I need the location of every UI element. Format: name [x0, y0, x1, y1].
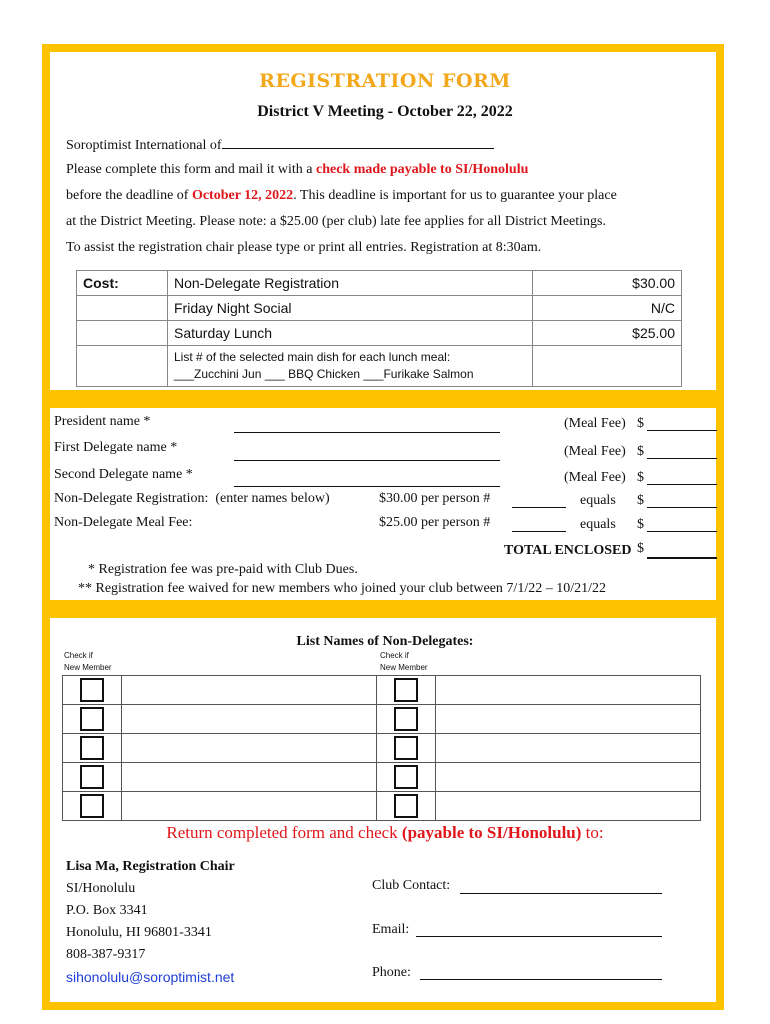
club-contact-input[interactable]: [460, 893, 662, 894]
divider-band: [50, 390, 716, 408]
form-title: REGISTRATION FORM: [259, 70, 511, 92]
club-email-label: Email:: [372, 922, 410, 937]
return-text: Return completed form and check: [166, 823, 402, 842]
payable-highlight: check made payable to SI/Honolulu: [316, 162, 529, 177]
intro-line-5: To assist the registration chair please type or print all entries. Registration at 8:30am.: [66, 240, 542, 255]
cost-price: N/C: [533, 296, 682, 321]
check-label-line: Check if: [380, 651, 409, 660]
equals-label: equals: [580, 493, 616, 508]
non-delegate-name-input[interactable]: [436, 734, 701, 763]
return-highlight: (payable to SI/Honolulu): [401, 823, 582, 842]
president-input[interactable]: [234, 432, 500, 433]
non-delegate-name-input[interactable]: [122, 676, 377, 705]
reg-count-input[interactable]: [512, 507, 566, 508]
checkbox-cell: [63, 763, 122, 792]
checkbox-cell: [377, 676, 436, 705]
check-label-right: [380, 651, 428, 672]
club-label: Soroptimist International of: [66, 138, 222, 153]
new-member-checkbox[interactable]: [394, 765, 418, 789]
non-delegate-name-input[interactable]: [436, 792, 701, 821]
divider-band: [50, 600, 716, 618]
cost-price: $25.00: [533, 321, 682, 346]
non-delegate-meal-label: Non-Delegate Meal Fee:: [54, 515, 193, 530]
label-text: Non-Delegate Registration:: [54, 491, 209, 506]
cost-item: Saturday Lunch: [168, 321, 533, 346]
meal-amount-input[interactable]: [647, 531, 717, 532]
first-delegate-label: First Delegate name *: [54, 440, 178, 455]
meal-fee-label: (Meal Fee): [564, 444, 626, 459]
club-contact-label: Club Contact:: [372, 878, 451, 893]
enter-names-note: (enter names below): [215, 491, 330, 506]
intro-text: Please complete this form and mail it with a: [66, 162, 316, 177]
contact-email-link[interactable]: sihonolulu@soroptimist.net: [66, 969, 235, 985]
lunch-note: [168, 346, 533, 387]
cost-item: Non-Delegate Registration: [168, 271, 533, 296]
deadline-highlight: October 12, 2022: [191, 188, 294, 203]
chair-name: Lisa Ma, Registration Chair: [66, 859, 235, 874]
meal-count-input[interactable]: [512, 531, 566, 532]
dollar-sign: $: [637, 541, 644, 556]
table-row: [63, 763, 701, 792]
non-delegates-heading: List Names of Non-Delegates:: [296, 634, 474, 649]
cost-table: [76, 270, 682, 387]
non-delegate-name-input[interactable]: [436, 705, 701, 734]
check-label-line: New Member: [380, 663, 428, 672]
intro-text: . This deadline is important for us to guarantee your place: [293, 188, 617, 203]
total-label: TOTAL ENCLOSED: [504, 543, 632, 558]
dollar-sign: $: [637, 493, 644, 508]
cost-price: $30.00: [533, 271, 682, 296]
checkbox-cell: [377, 792, 436, 821]
new-member-checkbox[interactable]: [394, 678, 418, 702]
meal-price: $25.00 per person #: [379, 515, 491, 530]
contact-city: Honolulu, HI 96801-3341: [66, 925, 212, 940]
cost-label: Cost:: [77, 271, 168, 296]
checkbox-cell: [377, 763, 436, 792]
return-instructions: [0, 823, 770, 843]
new-member-checkbox[interactable]: [80, 678, 104, 702]
note-waived: ** Registration fee waived for new members who joined your club between 7/1/22 – 10/21/22: [78, 581, 606, 596]
president-label: President name *: [54, 414, 151, 429]
new-member-checkbox[interactable]: [394, 794, 418, 818]
intro-line-3: [66, 188, 617, 204]
new-member-checkbox[interactable]: [80, 707, 104, 731]
checkbox-cell: [63, 792, 122, 821]
contact-box: P.O. Box 3341: [66, 903, 148, 918]
dollar-sign: $: [637, 517, 644, 532]
new-member-checkbox[interactable]: [394, 736, 418, 760]
equals-label: equals: [580, 517, 616, 532]
lunch-note-line: List # of the selected main dish for each lunch meal:: [174, 350, 451, 364]
intro-line-2: [66, 162, 528, 178]
checkbox-cell: [63, 676, 122, 705]
check-label-line: Check if: [64, 651, 93, 660]
new-member-checkbox[interactable]: [80, 765, 104, 789]
checkbox-cell: [63, 734, 122, 763]
check-label-left: [64, 651, 112, 672]
second-delegate-label: Second Delegate name *: [54, 467, 193, 482]
non-delegates-table: [62, 675, 701, 821]
new-member-checkbox[interactable]: [80, 794, 104, 818]
meal-fee-label: (Meal Fee): [564, 416, 626, 431]
checkbox-cell: [377, 734, 436, 763]
non-delegate-name-input[interactable]: [122, 763, 377, 792]
president-meal-input[interactable]: [647, 430, 717, 431]
club-phone-label: Phone:: [372, 965, 411, 980]
cost-item: Friday Night Social: [168, 296, 533, 321]
reg-amount-input[interactable]: [647, 507, 717, 508]
second-delegate-meal-input[interactable]: [647, 484, 717, 485]
second-delegate-input[interactable]: [234, 486, 500, 487]
check-label-line: New Member: [64, 663, 112, 672]
intro-line-4: at the District Meeting. Please note: a $25.00 (per club) late fee applies for all District Meetings.: [66, 214, 606, 229]
dollar-sign: $: [637, 444, 644, 459]
table-row: [63, 676, 701, 705]
table-row: [63, 734, 701, 763]
contact-block: [66, 856, 235, 988]
total-input[interactable]: [647, 557, 717, 559]
dollar-sign: $: [637, 416, 644, 431]
non-delegate-name-input[interactable]: [436, 676, 701, 705]
return-text: to:: [581, 823, 604, 842]
table-row: [63, 792, 701, 821]
intro-text: before the deadline of: [66, 188, 192, 203]
non-delegate-name-input[interactable]: [436, 763, 701, 792]
contact-phone: 808-387-9317: [66, 947, 146, 962]
table-row: [63, 705, 701, 734]
non-delegate-reg-label: [54, 491, 330, 507]
non-delegate-name-input[interactable]: [122, 792, 377, 821]
meal-fee-label: (Meal Fee): [564, 470, 626, 485]
reg-price: $30.00 per person #: [379, 491, 491, 506]
first-delegate-input[interactable]: [234, 460, 500, 461]
club-line: [66, 137, 494, 154]
new-member-checkbox[interactable]: [394, 707, 418, 731]
note-prepaid: * Registration fee was pre-paid with Club Dues.: [88, 562, 358, 577]
new-member-checkbox[interactable]: [80, 736, 104, 760]
lunch-choices[interactable]: ___Zucchini Jun ___ BBQ Chicken ___Furikake Salmon: [174, 367, 474, 381]
non-delegate-name-input[interactable]: [122, 705, 377, 734]
form-subtitle: District V Meeting - October 22, 2022: [257, 103, 513, 120]
club-phone-input[interactable]: [420, 979, 662, 980]
dollar-sign: $: [637, 470, 644, 485]
checkbox-cell: [377, 705, 436, 734]
first-delegate-meal-input[interactable]: [647, 458, 717, 459]
contact-org: SI/Honolulu: [66, 881, 136, 896]
non-delegate-name-input[interactable]: [122, 734, 377, 763]
checkbox-cell: [63, 705, 122, 734]
club-input[interactable]: [222, 137, 494, 149]
club-email-input[interactable]: [416, 936, 662, 937]
